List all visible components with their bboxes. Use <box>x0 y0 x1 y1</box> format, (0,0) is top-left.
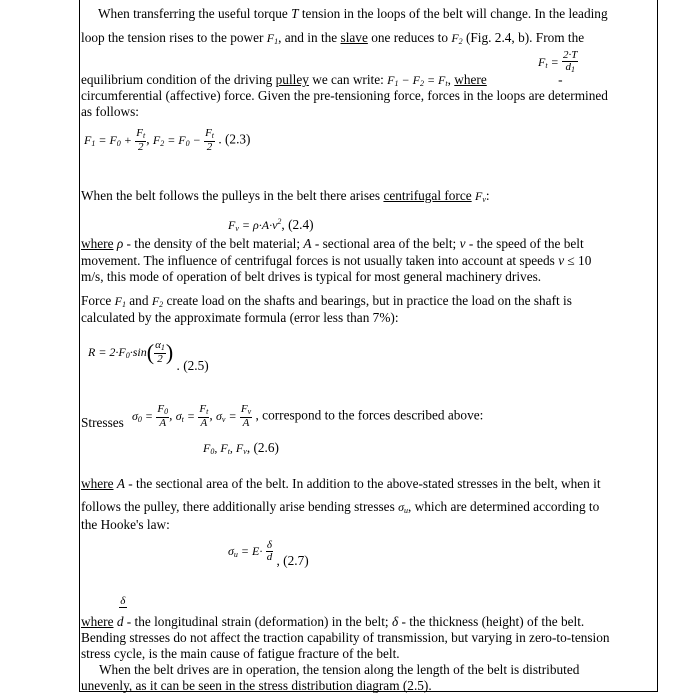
para-3-line-2: movement. The influence of centrifugal forces is not usually taken into account at speeds v ≤ 10 <box>81 253 592 268</box>
equation-2-3: $F_1 = F_0$ + $\frac{F_t}{2}$ , $F_2 = F_0$ − $\frac{F_t}{2}$ . (2.3) <box>84 127 251 153</box>
para-4-line-1: Force $F_1$ and $F_2$ create load on the shafts and bearings, but in practice the load on the shaft is <box>81 293 572 309</box>
para-3-line-1: where ρ - the density of the belt material; A - sectional area of the belt; v - the speed of the belt <box>81 236 584 251</box>
eq-ft-fraction: $F_t$ = $\frac{2\cdot T}{d_1}$ <box>538 49 578 74</box>
para-7-line-5: unevenly, as it can be seen in the stress distribution diagram (2.5). <box>81 678 432 693</box>
para-1-line-1: When transferring the useful torque T tension in the loops of the belt will change. In the leading <box>98 6 608 21</box>
equation-2-7: $\sigma_u = E\cdot$ $\frac{\delta}{d}$ , (2.7) <box>228 539 309 568</box>
para-7-line-3: stress cycle, is the main cause of fatigue fracture of the belt. <box>81 646 400 661</box>
para-7-line-1: where d - the longitudinal strain (deformation) in the belt; δ - the thickness (height) of the belt. <box>81 614 585 629</box>
para-7-line-2: Bending stresses do not affect the traction capability of transmission, but varying in zero-to-tension <box>81 630 610 645</box>
para-1-line-2: loop the tension rises to the power $F_1$, and in the slave one reduces to $F_2$ (Fig. 2.4, b). From the <box>81 30 585 46</box>
para-5-label: Stresses <box>81 415 124 430</box>
para-6-line-1: where A - the sectional area of the belt. In addition to the above-stated stresses in the belt, when it <box>81 476 601 491</box>
para-4-line-2: calculated by the approximate formula (error less than 7%): <box>81 310 399 325</box>
para-1-line-3: equilibrium condition of the driving pulley we can write: $F_1 - F_2 = F_t$, where - <box>81 72 563 88</box>
para-7-line-4: When the belt drives are in operation, the tension along the length of the belt is distributed <box>99 662 580 677</box>
para-6-line-3: the Hooke's law: <box>81 517 170 532</box>
para-1-line-4: circumferential (affective) force. Given the pre-tensioning force, forces in the loops are determined <box>81 88 608 103</box>
delta-over-d-fraction: δ <box>120 595 126 607</box>
para-3-line-3: m/s, this mode of operation of belt drives is typical for most general machinery drives. <box>81 269 542 284</box>
para-1-line-5: as follows: <box>81 104 139 119</box>
para-2-line-1: When the belt follows the pulleys in the belt there arises centrifugal force $F_v$: <box>81 188 490 204</box>
equation-2-4: $F_v = \rho\cdot A\cdot v^2$, (2.4) <box>228 217 314 233</box>
equation-2-5: $R = 2\cdot F_0\cdot\sin$( $\frac{\alpha_1}{2}$ ) . (2.5) <box>88 339 209 373</box>
equation-2-6: $F_0$, $F_t$, $F_v$, (2.6) <box>203 440 279 456</box>
para-6-line-2: follows the pulley, there additionally arise bending stresses $\sigma_u$, which are determined according to <box>81 499 600 515</box>
equation-stresses: $\sigma_0$ = $\frac{F_0}{A}$ , $\sigma_t$ = $\frac{F_t}{A}$ , $\sigma_v$ = $\frac{F_v}{A}$ , correspond to the forces described above: <box>132 403 484 429</box>
